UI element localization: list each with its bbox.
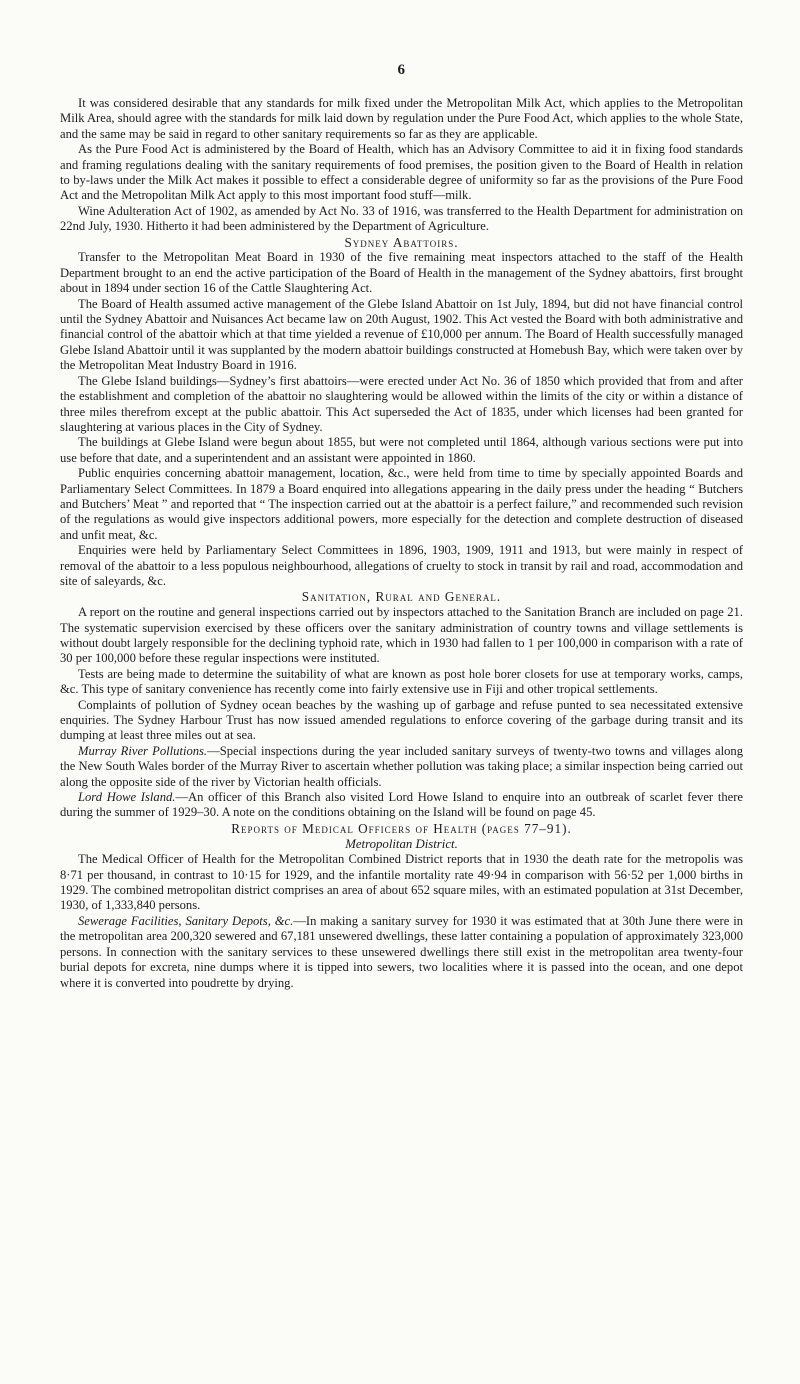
page-number: 6	[397, 62, 406, 78]
text-sewerage-facilities: —In making a sanitary survey for 1930 it was estimated that at 30th June there were in the metropolitan area 200,320 sewered and 67,181 unsewered dwellings, these latter containing a population of approximately 323,000 persons. In connection with the sanitary services to these unsewered dwellings there still exist in the metropolitan area twenty-four burial depots for excreta, nine dumps where it is tipped into sewers, two localities where it is passed into the ocean, and one depot where it is converted into poudrette by drying.	[60, 913, 743, 990]
paragraph-lord-howe-island	[60, 790, 743, 821]
paragraph-select-committees: Enquiries were held by Parliamentary Select Committees in 1896, 1903, 1909, 1911 and 1913, but were mainly in respect of removal of the abattoir to a less populous neighbourhood, allegations of cruelty to stock in transit by rail and road, accommodation and site of saleyards, &c.	[60, 543, 743, 588]
lead-murray-river: Murray River Pollutions.	[78, 743, 208, 758]
paragraph-meat-board-transfer: Transfer to the Metropolitan Meat Board in 1930 of the five remaining meat inspectors attached to the staff of the Health Department brought to an end the active participation of the Board of Health in the management of the Sydney abattoirs, first brought about in 1894 under section 16 of the Cattle Slaughtering Act.	[60, 250, 743, 296]
subheading-metropolitan-district: Metropolitan District.	[345, 836, 458, 851]
paragraph-glebe-island-buildings: The Glebe Island buildings—Sydney’s first abattoirs—were erected under Act No. 36 of 1850 which provided that from and after the establishment and completion of the abattoir no slaughtering would be allowed within the limits of the city or within a distance of three miles therefrom except at the public abattoir. This Act superseded the Act of 1835, under which licenses had been granted for slaughtering at various places in the City of Sydney.	[60, 373, 743, 434]
paragraph-wine-adulteration: Wine Adulteration Act of 1902, as amended by Act No. 33 of 1916, was transferred to the Health Department for administration on 22nd July, 1930. Hitherto it had been administered by the Department of Agriculture.	[60, 203, 743, 234]
paragraph-death-rate: The Medical Officer of Health for the Metropolitan Combined District reports that in 1930 the death rate for the metropolis was 8·71 per thousand, in contrast to 10·15 for 1929, and the infantile mortality rate 49·94 in comparison with 56·52 per 1,000 births in 1929. The combined metropolitan district comprises an area of about 652 square miles, with an estimated population at 31st December, 1930, of 1,333,840 persons.	[60, 852, 743, 913]
lead-sewerage-facilities: Sewerage Facilities, Sanitary Depots, &c.	[78, 913, 294, 928]
paragraph-buildings-construction: The buildings at Glebe Island were begun about 1855, but were not completed until 1864, although various sections were put into use before that date, and a superintendent and an assistant were appointed in 1860.	[60, 435, 743, 465]
section-heading-sanitation: Sanitation, Rural and General.	[301, 589, 502, 605]
paragraph-milk-standards: It was considered desirable that any standards for milk fixed under the Metropolitan Milk Act, which applies to the Metropolitan Milk Area, should agree with the standards for milk laid down by regulation under the Pure Food Act, which applies to the whole State, and the same may be said in regard to other sanitary requirements so far as they are applicable.	[60, 96, 743, 141]
paragraph-sewerage-facilities	[60, 914, 743, 991]
paragraph-beach-pollution: Complaints of pollution of Sydney ocean beaches by the washing up of garbage and refuse punted to sea necessitated extensive enquiries. The Sydney Harbour Trust has now issued amended regulations to enforce covering of the garbage during transit and its dumping at least three miles out at sea.	[60, 697, 743, 743]
paragraph-murray-river	[60, 744, 743, 790]
paragraph-post-hole-closets: Tests are being made to determine the suitability of what are known as post hole borer closets for use at temporary works, camps, &c. This type of sanitary convenience has recently come into fairly extensive use in Fiji and other tropical settlements.	[60, 666, 743, 697]
paragraph-glebe-island-management: The Board of Health assumed active management of the Glebe Island Abattoir on 1st July, 1894, but did not have financial control until the Sydney Abattoir and Nuisances Act became law on 20th August, 1902. This Act vested the Board with both administrative and financial control of the abattoir which at that time yielded a revenue of £10,000 per annum. The Board of Health successfully managed Glebe Island Abattoir until it was supplanted by the modern abattoir buildings constructed at Homebush Bay, which were taken over by the Metropolitan Meat Industry Board in 1916.	[60, 296, 743, 373]
text-murray-river: —Special inspections during the year included sanitary surveys of twenty-two towns and villages along the New South Wales border of the Murray River to ascertain whether pollution was taking place; a similar inspection being carried out along the opposite side of the river by Victorian health officials.	[60, 743, 743, 789]
text-lord-howe-island: —An officer of this Branch also visited Lord Howe Island to enquire into an outbreak of scarlet fever there during the summer of 1929–30. A note on the conditions obtaining on the Island will be found on page 45.	[60, 790, 743, 820]
paragraph-pure-food-act: As the Pure Food Act is administered by the Board of Health, which has an Advisory Committee to aid it in fixing food standards and framing regulations dealing with the sanitary requirements of food premises, the position given to the Board of Health in relation to by-laws under the Milk Act makes it possible to effect a considerable degree of uniformity so far as the provisions of the Pure Food Act and the Metropolitan Milk Act apply to this most important food stuff—milk.	[60, 142, 743, 203]
section-heading-reports: Reports of Medical Officers of Health (pages 77–91).	[231, 820, 572, 836]
lead-lord-howe-island: Lord Howe Island.	[78, 790, 176, 805]
paragraph-sanitation-report: A report on the routine and general inspections carried out by inspectors attached to the Sanitation Branch are included on page 21. The systematic supervision exercised by these officers over the sanitary administration of country towns and village settlements is without doubt largely responsible for the declining typhoid rate, which in 1930 had fallen to 1 per 100,000 in comparison with a rate of 30 per 100,000 before these regular inspections were instituted.	[60, 605, 743, 666]
paragraph-public-enquiries: Public enquiries concerning abattoir management, location, &c., were held from time to time by specially appointed Boards and Parliamentary Select Committees. In 1879 a Board enquired into allegations appearing in the daily press under the heading “ Butchers and Butchers’ Meat ” and reported that “ The inspection carried out at the abattoir is a perfect failure,” and recommended such revision of the regulations as would give inspectors additional powers, more especially for the detection and complete destruction of diseased and unfit meat, &c.	[60, 466, 743, 542]
section-heading-sydney-abattoirs: Sydney Abattoirs.	[344, 234, 459, 250]
document-body	[60, 96, 743, 991]
